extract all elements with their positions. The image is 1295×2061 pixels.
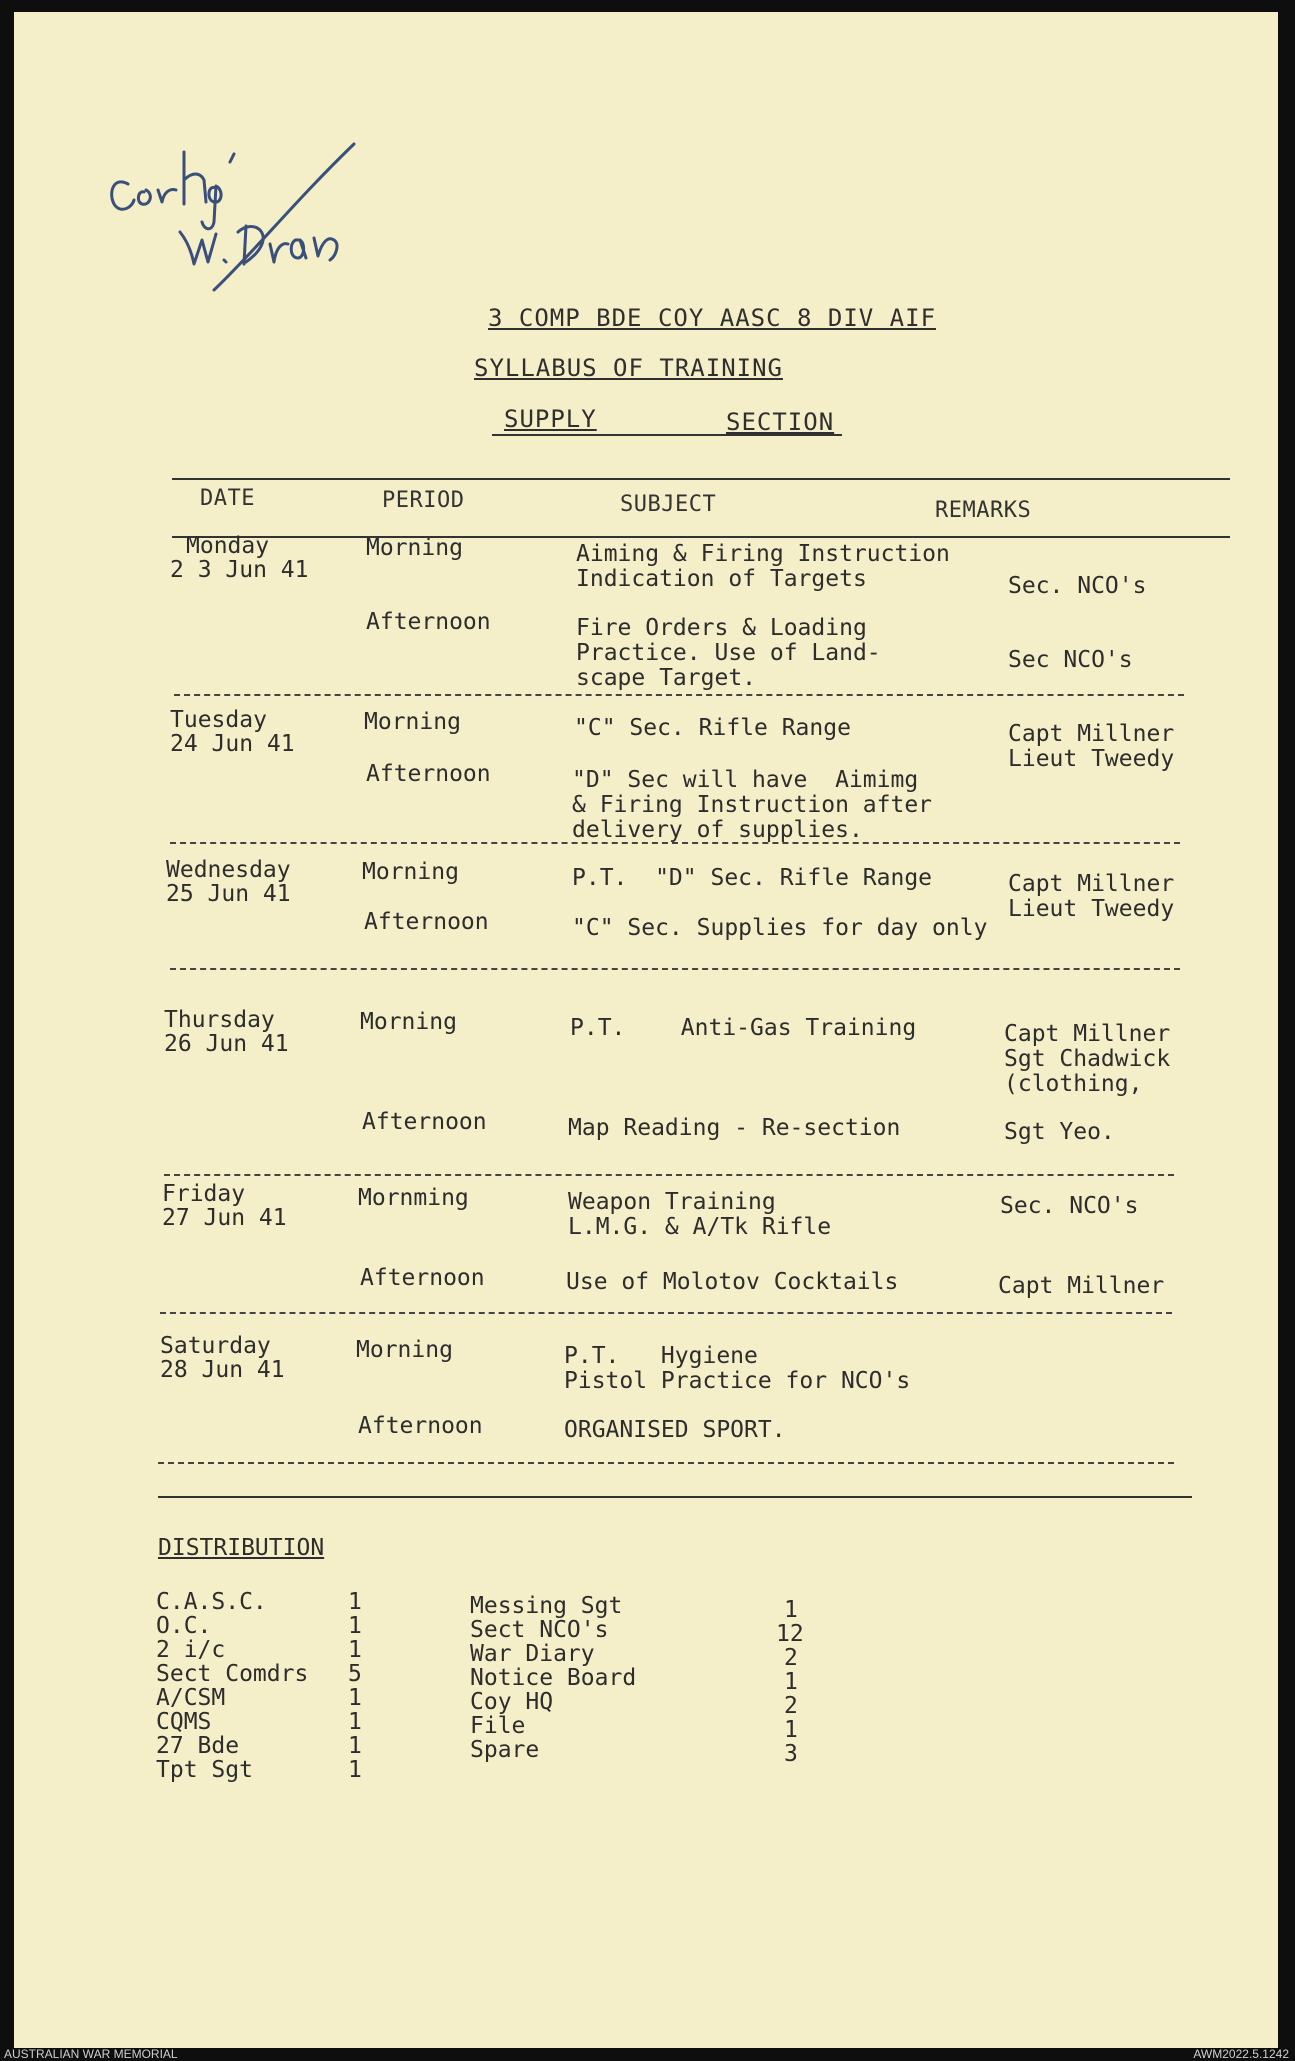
row-wednesday-afternoon-label: Afternoon [364,909,489,935]
distribution-right-qty: 1 [784,1669,798,1695]
row-tuesday-morning-remarks: Capt Millner Lieut Tweedy [1008,721,1175,772]
row-saturday-morning-label: Morning [356,1337,453,1363]
row-thursday-morning-remarks: Capt Millner Sgt Chadwick (clothing, [1004,1021,1171,1097]
row-tuesday-afternoon-subject: "D" Sec will have Aimimg & Firing Instruction after delivery of supplies. [572,767,933,843]
header-bottom-rule [172,536,1230,538]
document-page [14,12,1278,2048]
distribution-title: DISTRIBUTION [158,1535,325,1561]
row-saturday-morning-subject: P.T. Hygiene Pistol Practice for NCO's [564,1343,911,1394]
row-saturday-day: Saturday [160,1333,271,1359]
row-thursday-afternoon-remarks: Sgt Yeo. [1004,1119,1115,1145]
row-tuesday-day: Tuesday [170,707,267,733]
distribution-right-qty: 3 [784,1741,798,1767]
row-tuesday-morning-label: Morning [364,709,461,735]
row-wednesday-morning-subject: P.T. "D" Sec. Rifle Range [572,865,933,891]
row-monday-day: Monday [186,533,270,559]
distribution-left-qty: 1 [348,1685,362,1711]
row-monday-morning-remarks: Sec. NCO's [1008,573,1147,599]
row-friday-afternoon-label: Afternoon [360,1265,485,1291]
distribution-right-qty: 2 [784,1645,798,1671]
row-friday-morning-subject: Weapon Training L.M.G. & A/Tk Rifle [568,1189,832,1240]
distribution-right-name: Sect NCO's [470,1617,609,1643]
distribution-left-qty: 1 [348,1709,362,1735]
column-header-date: DATE [200,486,255,511]
distribution-right-name: Messing Sgt [470,1593,623,1619]
distribution-left-name: 27 Bde [156,1733,240,1759]
distribution-left-name: O.C. [156,1613,212,1639]
row-divider [158,1462,1174,1464]
unit-title: 3 COMP BDE COY AASC 8 DIV AIF [488,304,937,332]
row-saturday-afternoon-label: Afternoon [358,1413,483,1439]
distribution-left-name: CQMS [156,1709,212,1735]
row-thursday-day: Thursday [164,1007,275,1033]
row-wednesday-date: 25 Jun 41 [166,881,291,907]
row-tuesday-afternoon-label: Afternoon [366,761,491,787]
distribution-left-name: 2 i/c [156,1637,226,1663]
row-monday-afternoon-subject: Fire Orders & Loading Practice. Use of Land- scape Target. [576,615,881,691]
row-monday-date: 2 3 Jun 41 [170,557,309,583]
row-divider [164,1174,1174,1176]
row-friday-date: 27 Jun 41 [162,1205,287,1231]
footer-accession-number: AWM2022.5.1242 [1193,2047,1289,2061]
distribution-left-qty: 5 [348,1661,362,1687]
row-divider [170,968,1180,970]
table-bottom-rule [158,1496,1192,1498]
distribution-right-qty: 12 [776,1621,804,1647]
row-friday-day: Friday [162,1181,246,1207]
row-monday-morning-subject: Aiming & Firing Instruction Indication of Targets [576,541,950,592]
row-wednesday-morning-label: Morning [362,859,459,885]
row-saturday-afternoon-subject: ORGANISED SPORT. [564,1417,786,1443]
distribution-right-name: Notice Board [470,1665,637,1691]
row-divider [174,694,1184,696]
distribution-right-qty: 1 [784,1597,798,1623]
row-divider [170,842,1180,844]
row-tuesday-date: 24 Jun 41 [170,731,295,757]
distribution-left-qty: 1 [348,1757,362,1783]
row-tuesday-morning-subject: "C" Sec. Rifle Range [574,715,851,741]
distribution-right-qty: 1 [784,1717,798,1743]
distribution-right-name: Coy HQ [470,1689,554,1715]
distribution-left-name: C.A.S.C. [156,1589,267,1615]
column-header-subject: SUBJECT [620,492,717,517]
syllabus-title: SYLLABUS OF TRAINING [474,354,783,382]
row-monday-afternoon-label: Afternoon [366,609,491,635]
section-label-section: SECTION [726,408,835,436]
row-wednesday-morning-remarks: Capt Millner Lieut Tweedy [1008,871,1175,922]
row-thursday-afternoon-subject: Map Reading - Re-section [568,1115,901,1141]
row-friday-afternoon-subject: Use of Molotov Cocktails [566,1269,899,1295]
row-friday-morning-label: Mornming [358,1185,469,1211]
table-top-rule [172,478,1230,480]
row-thursday-afternoon-label: Afternoon [362,1109,487,1135]
row-friday-afternoon-remarks: Capt Millner [998,1273,1165,1299]
section-underline [492,434,842,436]
distribution-right-qty: 2 [784,1693,798,1719]
distribution-left-qty: 1 [348,1733,362,1759]
distribution-left-qty: 1 [348,1637,362,1663]
row-monday-afternoon-remarks: Sec NCO's [1008,647,1133,673]
row-thursday-date: 26 Jun 41 [164,1031,289,1057]
distribution-left-qty: 1 [348,1589,362,1615]
row-divider [160,1312,1172,1314]
row-friday-morning-remarks: Sec. NCO's [1000,1193,1139,1219]
distribution-left-name: A/CSM [156,1685,226,1711]
row-wednesday-afternoon-subject: "C" Sec. Supplies for day only [572,915,988,941]
column-header-period: PERIOD [382,488,465,513]
column-header-remarks: REMARKS [935,498,1032,523]
distribution-right-name: File [470,1713,526,1739]
row-wednesday-day: Wednesday [166,857,291,883]
handwritten-annotation [84,92,384,312]
section-label-supply: SUPPLY [504,405,597,433]
footer-institution: AUSTRALIAN WAR MEMORIAL [4,2047,178,2061]
row-monday-morning-label: Morning [366,535,463,561]
distribution-right-name: Spare [470,1737,540,1763]
distribution-left-name: Sect Comdrs [156,1661,309,1687]
distribution-left-qty: 1 [348,1613,362,1639]
row-thursday-morning-subject: P.T. Anti-Gas Training [570,1015,917,1041]
row-thursday-morning-label: Morning [360,1009,457,1035]
distribution-left-name: Tpt Sgt [156,1757,253,1783]
row-saturday-date: 28 Jun 41 [160,1357,285,1383]
distribution-right-name: War Diary [470,1641,595,1667]
